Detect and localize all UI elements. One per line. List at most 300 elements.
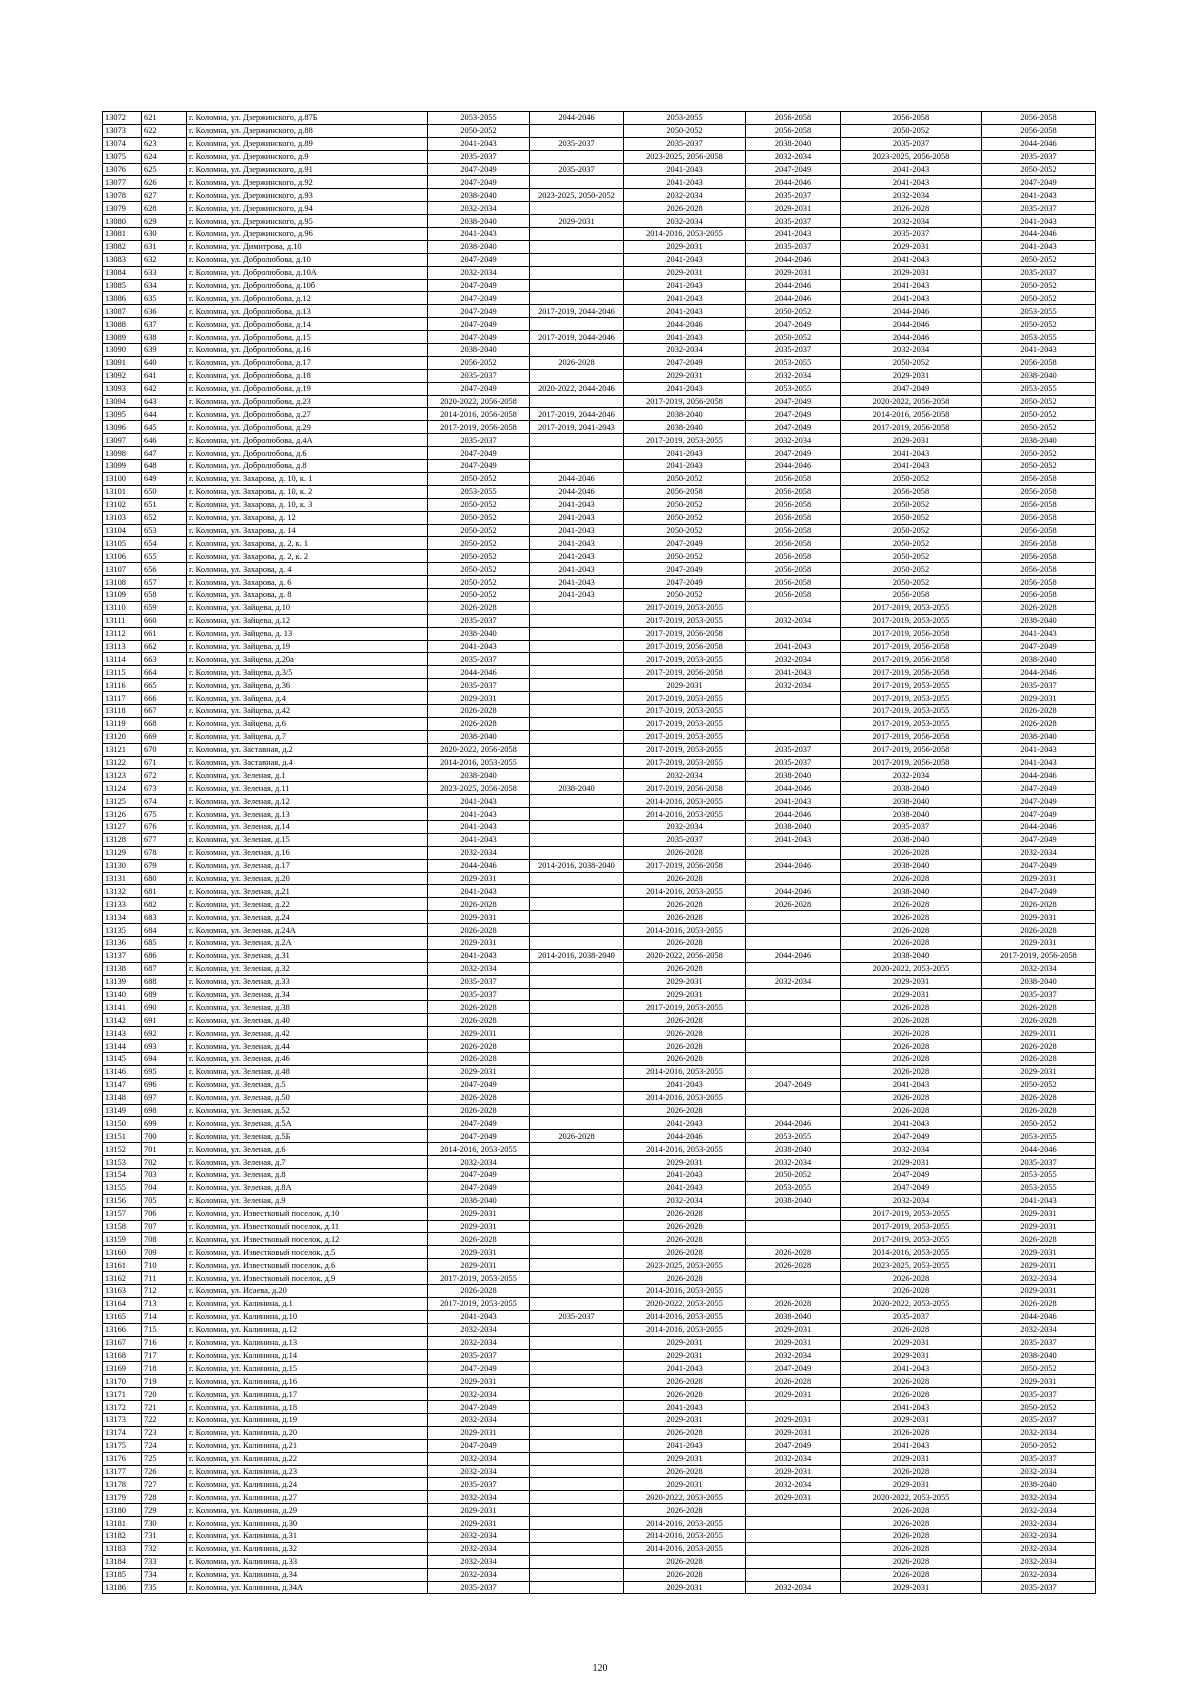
period-col-3-cell: 2017-2019, 2053-2055 [624,730,746,743]
period-col-1-cell: 2035-2037 [428,1349,530,1362]
object-number-cell: 624 [142,150,187,163]
row-number-cell: 13158 [103,1220,142,1233]
period-col-5-cell: 2044-2046 [841,331,982,344]
period-col-2-cell: 2017-2019, 2044-2046 [530,305,624,318]
row-number-cell: 13165 [103,1310,142,1323]
row-number-cell: 13116 [103,679,142,692]
period-col-4-cell: 2035-2037 [746,215,841,228]
row-number-cell: 13078 [103,189,142,202]
period-col-4-cell: 2038-2040 [746,820,841,833]
object-number-cell: 665 [142,679,187,692]
period-col-2-cell [530,1207,624,1220]
period-col-1-cell: 2041-2043 [428,808,530,821]
period-col-1-cell: 2041-2043 [428,820,530,833]
row-number-cell: 13089 [103,331,142,344]
period-col-2-cell [530,730,624,743]
period-col-5-cell: 2026-2028 [841,1529,982,1542]
address-cell: г. Коломна, ул. Захарова, д. 2, к. 2 [187,550,428,563]
period-col-1-cell: 2032-2034 [428,962,530,975]
address-cell: г. Коломна, ул. Зеленая, д.31 [187,949,428,962]
period-col-4-cell: 2047-2049 [746,421,841,434]
period-col-2-cell: 2041-2043 [530,537,624,550]
address-cell: г. Коломна, ул. Известковый поселок, д.10 [187,1207,428,1220]
period-col-4-cell: 2056-2058 [746,550,841,563]
row-number-cell: 13148 [103,1091,142,1104]
period-col-2-cell: 2041-2043 [530,511,624,524]
address-cell: г. Коломна, ул. Зайцева, д.12 [187,614,428,627]
address-cell: г. Коломна, ул. Калинина, д.14 [187,1349,428,1362]
period-col-1-cell: 2038-2040 [428,344,530,357]
row-number-cell: 13132 [103,885,142,898]
table-row [103,189,1096,202]
object-number-cell: 715 [142,1323,187,1336]
period-col-1-cell: 2029-2031 [428,937,530,950]
period-col-1-cell: 2029-2031 [428,1220,530,1233]
period-col-6-cell: 2029-2031 [982,1259,1096,1272]
period-col-6-cell: 2032-2034 [982,1491,1096,1504]
object-number-cell: 675 [142,808,187,821]
object-number-cell: 734 [142,1568,187,1581]
period-col-4-cell: 2032-2034 [746,1581,841,1594]
period-col-6-cell: 2050-2052 [982,279,1096,292]
period-col-3-cell: 2044-2046 [624,1130,746,1143]
period-col-4-cell: 2044-2046 [746,782,841,795]
period-col-5-cell: 2050-2052 [841,563,982,576]
object-number-cell: 650 [142,485,187,498]
period-col-5-cell: 2056-2058 [841,588,982,601]
address-cell: г. Коломна, ул. Дзержинского, д.95 [187,215,428,228]
period-col-1-cell: 2041-2043 [428,949,530,962]
address-cell: г. Коломна, ул. Зайцева, д. 13 [187,627,428,640]
row-number-cell: 13083 [103,253,142,266]
period-col-2-cell [530,666,624,679]
period-col-1-cell: 2035-2037 [428,975,530,988]
period-col-2-cell [530,1091,624,1104]
period-col-2-cell [530,808,624,821]
row-number-cell: 13119 [103,717,142,730]
table-row [103,382,1096,395]
period-col-6-cell: 2050-2052 [982,163,1096,176]
object-number-cell: 635 [142,292,187,305]
period-col-6-cell: 2047-2049 [982,176,1096,189]
table-row [103,743,1096,756]
object-number-cell: 692 [142,1027,187,1040]
period-col-5-cell: 2050-2052 [841,524,982,537]
object-number-cell: 679 [142,859,187,872]
row-number-cell: 13126 [103,808,142,821]
period-col-5-cell: 2017-2019, 2056-2058 [841,640,982,653]
period-col-3-cell: 2047-2049 [624,576,746,589]
period-col-5-cell: 2038-2040 [841,859,982,872]
period-col-2-cell [530,395,624,408]
row-number-cell: 13172 [103,1401,142,1414]
period-col-4-cell: 2044-2046 [746,460,841,473]
period-col-3-cell: 2041-2043 [624,382,746,395]
period-col-4-cell: 2029-2031 [746,1465,841,1478]
row-number-cell: 13123 [103,769,142,782]
period-col-2-cell [530,756,624,769]
period-col-5-cell: 2026-2028 [841,1542,982,1555]
period-col-4-cell [746,1104,841,1117]
period-col-4-cell [746,1091,841,1104]
row-number-cell: 13085 [103,279,142,292]
period-col-5-cell: 2041-2043 [841,279,982,292]
period-col-3-cell: 2026-2028 [624,1207,746,1220]
address-cell: г. Коломна, ул. Зайцева, д.10 [187,601,428,614]
address-cell: г. Коломна, ул. Захарова, д. 14 [187,524,428,537]
address-cell: г. Коломна, ул. Заставная, д.2 [187,743,428,756]
period-col-5-cell: 2035-2037 [841,1310,982,1323]
object-number-cell: 698 [142,1104,187,1117]
period-col-3-cell: 2017-2019, 2056-2058 [624,666,746,679]
period-col-5-cell: 2026-2028 [841,1053,982,1066]
period-col-6-cell: 2029-2031 [982,692,1096,705]
address-cell: г. Коломна, ул. Зеленая, д.32 [187,962,428,975]
period-col-5-cell: 2041-2043 [841,1117,982,1130]
period-col-3-cell: 2041-2043 [624,1362,746,1375]
row-number-cell: 13157 [103,1207,142,1220]
table-row [103,769,1096,782]
period-col-5-cell: 2020-2022, 2053-2055 [841,962,982,975]
period-col-5-cell: 2017-2019, 2056-2058 [841,743,982,756]
period-col-1-cell: 2047-2049 [428,1169,530,1182]
period-col-2-cell [530,833,624,846]
period-col-1-cell: 2047-2049 [428,1078,530,1091]
table-row [103,150,1096,163]
period-col-2-cell [530,318,624,331]
period-col-4-cell: 2044-2046 [746,1117,841,1130]
period-col-4-cell [746,911,841,924]
period-col-1-cell: 2041-2043 [428,137,530,150]
period-col-1-cell: 2032-2034 [428,1336,530,1349]
address-cell: г. Коломна, ул. Зеленая, д.7 [187,1156,428,1169]
period-col-3-cell: 2026-2028 [624,962,746,975]
period-col-2-cell: 2026-2028 [530,1130,624,1143]
table-row [103,756,1096,769]
period-col-6-cell: 2032-2034 [982,1323,1096,1336]
period-col-6-cell: 2035-2037 [982,679,1096,692]
period-col-5-cell: 2038-2040 [841,795,982,808]
period-col-5-cell: 2020-2022, 2053-2055 [841,1491,982,1504]
period-col-4-cell: 2026-2028 [746,1259,841,1272]
period-col-3-cell: 2026-2028 [624,1426,746,1439]
period-col-4-cell [746,717,841,730]
period-col-3-cell: 2029-2031 [624,1349,746,1362]
period-col-2-cell: 2041-2043 [530,498,624,511]
address-cell: г. Коломна, ул. Дзержинского, д.9 [187,150,428,163]
period-col-2-cell [530,1362,624,1375]
period-col-6-cell: 2044-2046 [982,137,1096,150]
address-cell: г. Коломна, ул. Зеленая, д.15 [187,833,428,846]
address-cell: г. Коломна, ул. Зеленая, д.46 [187,1053,428,1066]
period-col-4-cell: 2056-2058 [746,472,841,485]
period-col-4-cell: 2056-2058 [746,537,841,550]
period-col-4-cell: 2029-2031 [746,202,841,215]
period-col-3-cell: 2014-2016, 2053-2055 [624,808,746,821]
table-row [103,1001,1096,1014]
period-col-1-cell: 2026-2028 [428,1233,530,1246]
period-col-3-cell: 2041-2043 [624,253,746,266]
period-col-2-cell [530,975,624,988]
object-number-cell: 628 [142,202,187,215]
period-col-5-cell: 2044-2046 [841,305,982,318]
object-number-cell: 646 [142,434,187,447]
row-number-cell: 13164 [103,1297,142,1310]
row-number-cell: 13144 [103,1040,142,1053]
period-col-2-cell: 2014-2016, 2038-2040 [530,859,624,872]
period-col-4-cell: 2056-2058 [746,124,841,137]
period-col-5-cell: 2017-2019, 2056-2058 [841,653,982,666]
period-col-5-cell: 2026-2028 [841,1375,982,1388]
row-number-cell: 13129 [103,846,142,859]
period-col-1-cell: 2047-2049 [428,331,530,344]
period-col-4-cell: 2032-2034 [746,150,841,163]
address-cell: г. Коломна, ул. Калинина, д.33 [187,1555,428,1568]
address-cell: г. Коломна, ул. Зеленая, д.44 [187,1040,428,1053]
period-col-6-cell: 2038-2040 [982,1478,1096,1491]
period-col-6-cell: 2029-2031 [982,1246,1096,1259]
object-number-cell: 735 [142,1581,187,1594]
address-cell: г. Коломна, ул. Зеленая, д.14 [187,820,428,833]
address-cell: г. Коломна, ул. Калинина, д.27 [187,1491,428,1504]
period-col-3-cell: 2017-2019, 2053-2055 [624,743,746,756]
row-number-cell: 13086 [103,292,142,305]
row-number-cell: 13072 [103,112,142,125]
period-col-4-cell [746,1207,841,1220]
address-cell: г. Коломна, ул. Зеленая, д.33 [187,975,428,988]
period-col-5-cell: 2038-2040 [841,833,982,846]
row-number-cell: 13153 [103,1156,142,1169]
row-number-cell: 13080 [103,215,142,228]
period-col-6-cell: 2050-2052 [982,421,1096,434]
object-number-cell: 711 [142,1272,187,1285]
address-cell: г. Коломна, ул. Добролюбова, д.12 [187,292,428,305]
object-number-cell: 694 [142,1053,187,1066]
period-col-6-cell: 2044-2046 [982,1143,1096,1156]
period-col-5-cell: 2035-2037 [841,137,982,150]
period-col-6-cell: 2032-2034 [982,1542,1096,1555]
period-col-2-cell [530,1143,624,1156]
period-col-3-cell: 2029-2031 [624,975,746,988]
address-cell: г. Коломна, ул. Зеленая, д.5 [187,1078,428,1091]
period-col-4-cell [746,1220,841,1233]
address-cell: г. Коломна, ул. Зеленая, д.5А [187,1117,428,1130]
period-col-1-cell: 2050-2052 [428,124,530,137]
table-row [103,524,1096,537]
address-cell: г. Коломна, ул. Добролюбова, д.10 [187,253,428,266]
address-cell: г. Коломна, ул. Зеленая, д.6 [187,1143,428,1156]
period-col-2-cell [530,1065,624,1078]
row-number-cell: 13160 [103,1246,142,1259]
period-col-2-cell [530,1375,624,1388]
period-col-4-cell: 2029-2031 [746,1426,841,1439]
period-col-1-cell: 2047-2049 [428,447,530,460]
period-col-4-cell: 2050-2052 [746,1169,841,1182]
row-number-cell: 13169 [103,1362,142,1375]
period-col-4-cell: 2056-2058 [746,576,841,589]
period-col-4-cell: 2029-2031 [746,1336,841,1349]
row-number-cell: 13163 [103,1285,142,1298]
period-col-3-cell: 2014-2016, 2053-2055 [624,1091,746,1104]
period-col-6-cell: 2053-2055 [982,1130,1096,1143]
object-number-cell: 699 [142,1117,187,1130]
table-row [103,1439,1096,1452]
period-col-3-cell: 2020-2022, 2056-2058 [624,949,746,962]
period-col-5-cell: 2017-2019, 2056-2058 [841,730,982,743]
period-col-6-cell: 2044-2046 [982,820,1096,833]
period-col-2-cell [530,924,624,937]
period-col-5-cell: 2050-2052 [841,537,982,550]
period-col-3-cell: 2050-2052 [624,550,746,563]
period-col-3-cell: 2017-2019, 2056-2058 [624,640,746,653]
period-col-5-cell: 2026-2028 [841,1465,982,1478]
period-col-1-cell: 2026-2028 [428,1040,530,1053]
period-col-5-cell: 2047-2049 [841,1181,982,1194]
period-col-1-cell: 2026-2028 [428,717,530,730]
period-col-4-cell: 2026-2028 [746,1297,841,1310]
period-col-6-cell: 2056-2058 [982,498,1096,511]
period-col-6-cell: 2026-2028 [982,717,1096,730]
period-col-6-cell: 2056-2058 [982,472,1096,485]
period-col-5-cell: 2017-2019, 2053-2055 [841,614,982,627]
object-number-cell: 632 [142,253,187,266]
address-cell: г. Коломна, ул. Зеленая, д.17 [187,859,428,872]
period-col-2-cell [530,1156,624,1169]
period-col-1-cell: 2035-2037 [428,1581,530,1594]
address-cell: г. Коломна, ул. Зеленая, д.16 [187,846,428,859]
period-col-2-cell [530,279,624,292]
period-col-4-cell: 2032-2034 [746,1156,841,1169]
table-row [103,537,1096,550]
period-col-4-cell: 2047-2049 [746,1362,841,1375]
period-col-2-cell [530,1220,624,1233]
object-number-cell: 687 [142,962,187,975]
period-col-3-cell: 2029-2031 [624,1452,746,1465]
period-col-5-cell: 2020-2022, 2053-2055 [841,1297,982,1310]
period-col-1-cell: 2038-2040 [428,769,530,782]
table-row [103,292,1096,305]
period-col-6-cell: 2050-2052 [982,1117,1096,1130]
period-col-1-cell: 2032-2034 [428,202,530,215]
period-col-6-cell: 2047-2049 [982,885,1096,898]
table-row [103,704,1096,717]
object-number-cell: 623 [142,137,187,150]
table-row [103,666,1096,679]
table-row [103,472,1096,485]
period-col-1-cell: 2029-2031 [428,872,530,885]
address-cell: г. Коломна, ул. Добролюбова, д.15 [187,331,428,344]
table-row [103,1027,1096,1040]
period-col-3-cell: 2029-2031 [624,679,746,692]
address-cell: г. Коломна, ул. Зайцева, д.42 [187,704,428,717]
period-col-1-cell: 2050-2052 [428,576,530,589]
period-col-4-cell: 2032-2034 [746,653,841,666]
period-col-1-cell: 2020-2022, 2056-2058 [428,743,530,756]
period-col-3-cell: 2017-2019, 2053-2055 [624,1001,746,1014]
period-col-1-cell: 2050-2052 [428,588,530,601]
row-number-cell: 13097 [103,434,142,447]
period-col-3-cell: 2050-2052 [624,124,746,137]
period-col-5-cell: 2041-2043 [841,1401,982,1414]
address-cell: г. Коломна, ул. Добролюбова, д.18 [187,369,428,382]
address-cell: г. Коломна, ул. Добролюбова, д.10б [187,279,428,292]
address-cell: г. Коломна, ул. Калинина, д.20 [187,1426,428,1439]
row-number-cell: 13152 [103,1143,142,1156]
table-row [103,576,1096,589]
period-col-4-cell: 2044-2046 [746,292,841,305]
period-col-1-cell: 2032-2034 [428,1491,530,1504]
period-col-3-cell: 2014-2016, 2053-2055 [624,1323,746,1336]
period-col-4-cell: 2035-2037 [746,189,841,202]
period-col-4-cell [746,1272,841,1285]
row-number-cell: 13125 [103,795,142,808]
address-cell: г. Коломна, ул. Калинина, д.17 [187,1388,428,1401]
period-col-6-cell: 2029-2031 [982,1027,1096,1040]
period-col-5-cell: 2026-2028 [841,1323,982,1336]
object-number-cell: 668 [142,717,187,730]
period-col-3-cell: 2026-2028 [624,937,746,950]
row-number-cell: 13130 [103,859,142,872]
table-row [103,1181,1096,1194]
address-cell: г. Коломна, ул. Захарова, д. 10, к. 1 [187,472,428,485]
period-col-2-cell [530,1027,624,1040]
table-row [103,1078,1096,1091]
object-number-cell: 622 [142,124,187,137]
table-row [103,356,1096,369]
period-col-1-cell: 2041-2043 [428,795,530,808]
period-col-2-cell: 2020-2022, 2044-2046 [530,382,624,395]
period-col-1-cell: 2050-2052 [428,498,530,511]
period-col-3-cell: 2014-2016, 2053-2055 [624,1310,746,1323]
object-number-cell: 730 [142,1517,187,1530]
period-col-2-cell [530,1388,624,1401]
period-col-6-cell: 2026-2028 [982,1053,1096,1066]
address-cell: г. Коломна, ул. Добролюбова, д.27 [187,408,428,421]
period-col-4-cell: 2047-2049 [746,408,841,421]
period-col-6-cell: 2029-2031 [982,911,1096,924]
table-row [103,1465,1096,1478]
period-col-2-cell [530,627,624,640]
period-col-5-cell: 2050-2052 [841,356,982,369]
period-col-1-cell: 2047-2049 [428,1362,530,1375]
period-col-1-cell: 2047-2049 [428,305,530,318]
period-col-4-cell: 2056-2058 [746,112,841,125]
period-col-1-cell: 2041-2043 [428,228,530,241]
table-row [103,1259,1096,1272]
table-row [103,833,1096,846]
table-body [103,112,1096,1594]
object-number-cell: 625 [142,163,187,176]
object-number-cell: 662 [142,640,187,653]
period-col-1-cell: 2038-2040 [428,215,530,228]
period-col-6-cell: 2056-2058 [982,356,1096,369]
object-number-cell: 710 [142,1259,187,1272]
address-cell: г. Коломна, ул. Добролюбова, д.13 [187,305,428,318]
period-col-6-cell: 2035-2037 [982,150,1096,163]
address-cell: г. Коломна, ул. Димитрова, д.10 [187,240,428,253]
period-col-6-cell: 2050-2052 [982,253,1096,266]
address-cell: г. Коломна, ул. Калинина, д.1 [187,1297,428,1310]
address-cell: г. Коломна, ул. Зеленая, д.24А [187,924,428,937]
period-col-5-cell: 2029-2031 [841,1349,982,1362]
period-col-3-cell: 2041-2043 [624,163,746,176]
period-col-1-cell: 2026-2028 [428,1001,530,1014]
period-col-2-cell: 2041-2043 [530,550,624,563]
period-col-6-cell: 2035-2037 [982,1388,1096,1401]
period-col-6-cell: 2029-2031 [982,1220,1096,1233]
period-col-3-cell: 2014-2016, 2053-2055 [624,1517,746,1530]
period-col-3-cell: 2017-2019, 2056-2058 [624,859,746,872]
